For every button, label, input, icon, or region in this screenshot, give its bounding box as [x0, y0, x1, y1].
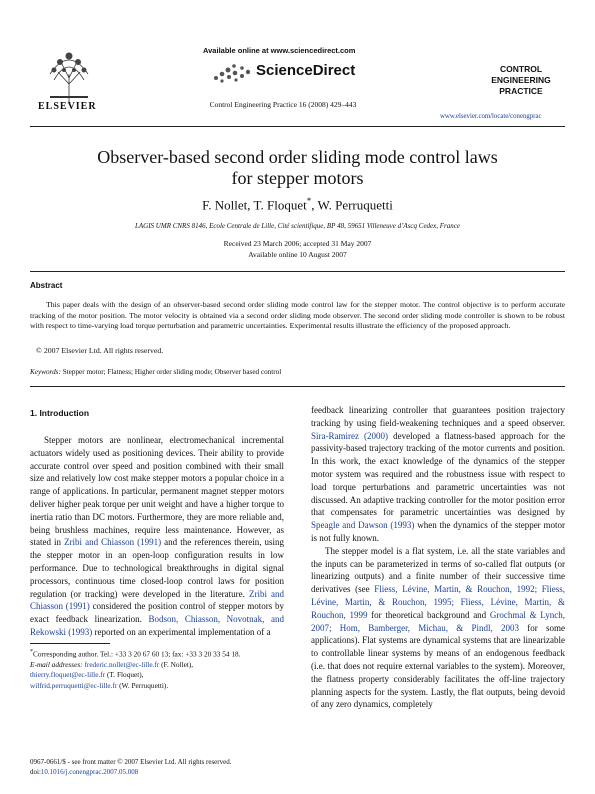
abstract-heading: Abstract	[30, 281, 63, 290]
text-run: feedback linearizing controller that guarantees position trajectory tracking by using field-weakening techniques and a speed observer.	[311, 405, 565, 428]
elsevier-tree-logo	[40, 44, 98, 106]
title-line-2: for stepper motors	[231, 168, 364, 188]
text-run: and the references therein, using the stepper motor in an open-loop configuration results in low performance. Due to technological breakthroughs in digital signal processors, continuous time closed-loop control laws for position regulation (or tracking) were developed in the literature.	[30, 537, 284, 599]
section-heading-introduction: 1. Introduction	[30, 408, 90, 418]
article-dates	[30, 239, 565, 260]
footnote-rule	[30, 643, 110, 644]
text-run: for theoretical background and	[367, 609, 490, 620]
available-online-text: Available online at www.sciencedirect.com	[203, 46, 356, 55]
email-name-2: (T. Floquet),	[105, 670, 144, 680]
text-run: for some applications). Flat systems are dynamical systems that are linearizable to controllable linear systems by means of an endogenous feedback (i.e. that does not require external variables to the system). Moreover, the flatness property considerably facilitates the off-line trajectory planning aspects for the system. Lastly, the flat outputs, being devoid of any zero dynamics, completely	[311, 622, 565, 710]
email-line	[30, 681, 290, 692]
email-name-3: (W. Perruquetti).	[117, 680, 169, 690]
citation-link[interactable]: Fliess, Lévine, Martin, & Rouchon, 1992; Fliess, Lévine, Martin, & Rouchon, 1995; Fliess, Lévine, Martin, & Rouchon, 1999	[311, 584, 565, 620]
journal-url-link[interactable]: www.elsevier.com/locate/conengprac	[440, 113, 542, 120]
received-date: Received 23 March 2006; accepted 31 May 2007	[223, 239, 372, 248]
abstract-copyright: © 2007 Elsevier Ltd. All rights reserved.	[36, 346, 164, 355]
footnote	[30, 647, 290, 691]
intro-paragraph-1	[30, 434, 284, 639]
intro-paragraph-1-cont	[311, 404, 565, 545]
abstract-top-rule	[30, 271, 565, 272]
intro-paragraph-2	[311, 545, 565, 711]
article-title	[30, 147, 565, 189]
title-line-1: Observer-based second order sliding mode control laws	[97, 147, 498, 167]
citation-link[interactable]: Zribi and Chiasson (1991)	[64, 537, 162, 548]
doi-link[interactable]: 10.1016/j.conengprac.2007.05.008	[40, 768, 139, 776]
text-run: reported on an experimental implementation of a	[92, 626, 271, 637]
email-link-2[interactable]: thierry.floquet@ec-lille.fr	[30, 670, 106, 680]
header-rule	[30, 126, 565, 127]
abstract-body	[30, 300, 565, 332]
corresponding-text: Corresponding author. Tel.: +33 3 20 67 60 13; fax: +33 3 20 33 54 18.	[33, 649, 241, 659]
keywords-text: Stepper motor; Flatness; Higher order sliding mode; Observer based control	[62, 368, 282, 376]
text-run: Stepper motors are nonlinear, electromechanical incremental actuators widely used as positioning devices. Their ability to provide accurate control over speed and position combined with their small size and relatively low cost make stepper motors a popular choice in a range of applications. In particular, permanent magnet stepper motors deliver higher peak torque per unit weight and have a higher torque to inertia ratio than DC motors. Furthermore, they are more reliable and, being brushless machines, require less maintenance. However, as stated in	[30, 435, 284, 548]
corresponding-star[interactable]: *	[306, 196, 312, 206]
left-column	[30, 434, 284, 639]
available-date: Available online 10 August 2007	[248, 249, 347, 259]
email-label: E-mail addresses:	[30, 659, 83, 669]
doi-label: doi:	[30, 768, 41, 776]
authors-tail: , W. Perruquetti	[311, 197, 393, 213]
affiliation: LAGIS UMR CNRS 8146, Ecole Centrale de Lille, Cité scientifique, BP 48, 59651 Villeneuve d’Ascq Cedex, France	[135, 222, 460, 230]
email-link-3[interactable]: wilfrid.perruquetti@ec-lille.fr	[30, 680, 118, 690]
text-run: considered the position control of stepper motors by exact feedback linearization.	[30, 601, 284, 625]
citation-link[interactable]: Speagle and Dawson (1993)	[311, 520, 415, 531]
citation-link[interactable]: Bodson, Chiasson, Novotnak, and Rekowski (1993)	[30, 614, 284, 637]
abstract-text: This paper deals with the design of an observer-based second order sliding mode control law for the stepper motor. The control objective is to perform accurate tracking of the motor position. The motor velocity is obtained via a second order sliding mode observer. The second order sliding mode controller is shown to be robust with respect to time-varying load torque perturbation and parametric uncertainties. Experimental results illustrate the efficiency of the proposed approach.	[30, 300, 565, 331]
author-list	[30, 196, 565, 213]
doi-line	[30, 767, 310, 777]
right-column	[311, 404, 565, 711]
footnote-star: *	[30, 649, 34, 655]
email-line	[30, 670, 290, 681]
corresponding-author-note	[30, 647, 290, 660]
keywords-line	[30, 368, 565, 376]
issn-line: 0967-0661/$ - see front matter © 2007 Elsevier Ltd. All rights reserved.	[30, 758, 232, 766]
email-link-1[interactable]: frederic.nollet@ec-lille.fr	[84, 659, 160, 669]
citation-link[interactable]: Sira-Ramirez (2000)	[311, 430, 389, 441]
publisher-name: ELSEVIER	[38, 101, 97, 112]
authors-names: F. Nollet, T. Floquet	[202, 197, 307, 213]
journal-logo-line2: PRACTICE	[499, 86, 543, 96]
journal-citation: Control Engineering Practice 16 (2008) 429–443	[209, 100, 357, 109]
abstract-bottom-rule	[30, 386, 565, 387]
text-run: developed a flatness-based approach for the passivity-based trajectory tracking of the motor currents and position. In this work, the exact knowledge of the dynamics of the stepper motor system was required and the robustness issue with respect to load torque perturbations and parametric uncertainties was not discussed. An adaptive tracking controller for the motor position error that compensates for parametric uncertainties was designed by	[311, 430, 565, 518]
sciencedirect-logo: ScienceDirect	[256, 62, 356, 79]
journal-logo	[476, 64, 566, 97]
text-run: when the dynamics of the stepper motor is not fully known.	[311, 520, 565, 543]
journal-logo-line1: CONTROL ENGINEERING	[491, 64, 551, 85]
email-name-1: (F. Nollet),	[159, 659, 194, 669]
front-matter-meta	[30, 757, 310, 777]
citation-link[interactable]: Grochmal & Lynch, 2007; Hom, Bamberger, Michau, & Pindl, 2003	[311, 609, 566, 633]
sciencedirect-dots-icon	[212, 62, 256, 84]
email-line	[30, 660, 290, 671]
keywords-label: Keywords:	[30, 368, 61, 376]
citation-link[interactable]: Zribi and Chiasson (1991)	[30, 588, 284, 612]
text-run: The stepper model is a flat system, i.e. all the state variables and the inputs can be parameterized in terms of so-called flat outputs (or linearizing outputs) and a finite number of their successive time derivatives (see	[311, 545, 565, 595]
